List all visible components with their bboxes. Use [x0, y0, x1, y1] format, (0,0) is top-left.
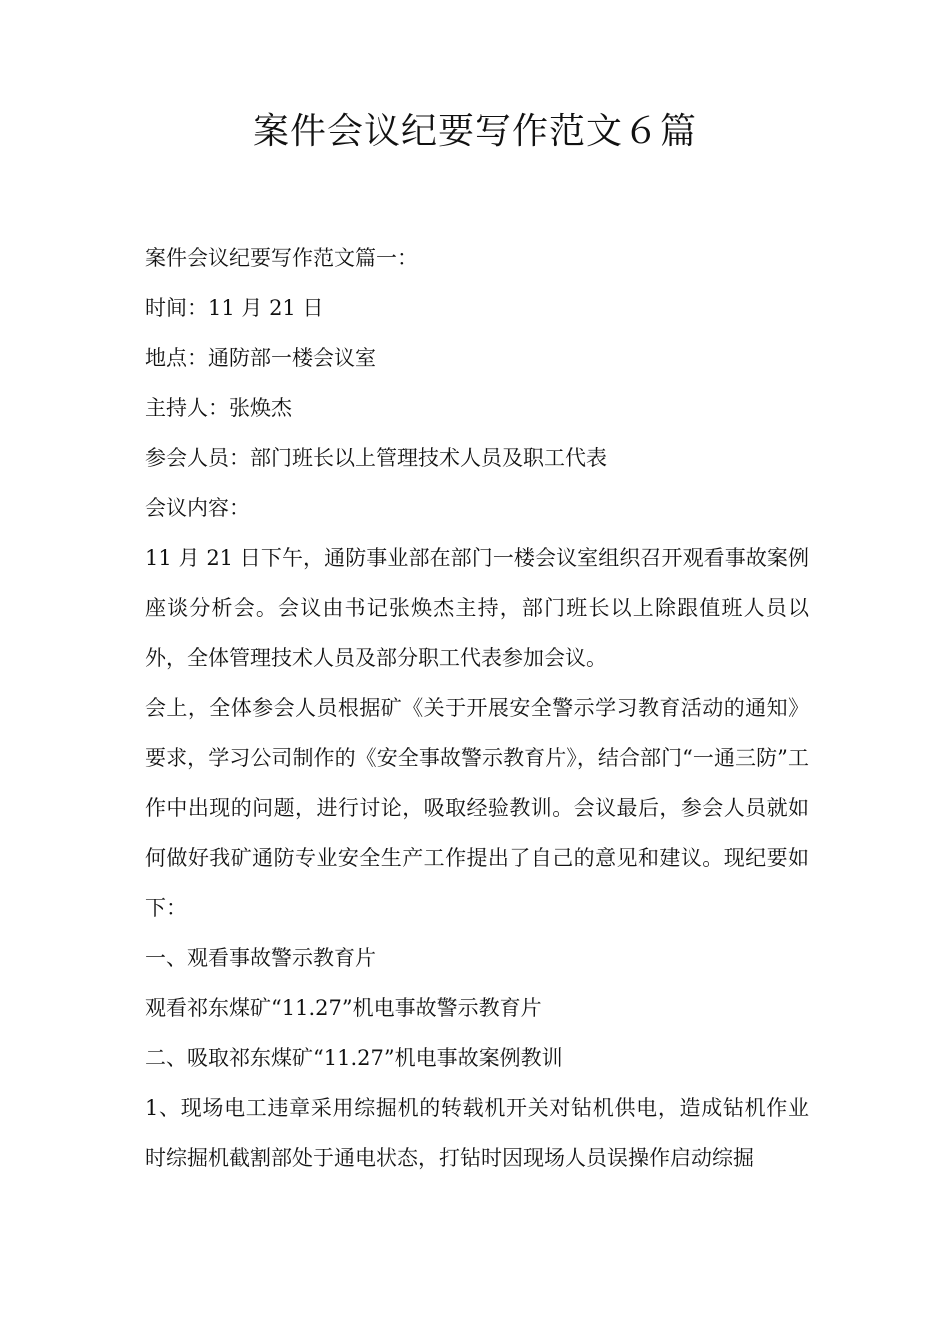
- meeting-time: 时间：11 月 21 日: [145, 296, 324, 320]
- meeting-attendees: 参会人员：部门班长以上管理技术人员及职工代表: [145, 446, 607, 470]
- item-2-point-1: 1、现场电工违章采用综掘机的转载机开关对钻机供电，造成钻机作业时综掘机截割部处于通电状态，打钻时因现场人员误操作启动综掘: [145, 1096, 809, 1170]
- meeting-host: 主持人：张焕杰: [145, 396, 292, 420]
- item-2-heading: 二、吸取祁东煤矿“11.27”机电事故案例教训: [145, 1046, 563, 1070]
- section-heading: 案件会议纪要写作范文篇一：: [145, 246, 418, 270]
- paragraph-summary: 11 月 21 日下午，通防事业部在部门一楼会议室组织召开观看事故案例座谈分析会。会议由书记张焕杰主持，部门班长以上除跟值班人员以外，全体管理技术人员及部分职工代表参加会议。: [145, 546, 809, 670]
- paragraph-discussion: 会上，全体参会人员根据矿《关于开展安全警示学习教育活动的通知》要求，学习公司制作的《安全事故警示教育片》，结合部门“一通三防”工作中出现的问题，进行讨论，吸取经验教训。会议最后，参会人员就如何做好我矿通防专业安全生产工作提出了自己的意见和建议。现纪要如下：: [145, 696, 809, 920]
- meeting-location: 地点：通防部一楼会议室: [145, 346, 376, 370]
- document-body: [145, 233, 809, 1183]
- item-1-heading: 一、观看事故警示教育片: [145, 946, 376, 970]
- item-1-text: 观看祁东煤矿“11.27”机电事故警示教育片: [145, 996, 542, 1020]
- document-title: 案件会议纪要写作范文６篇: [252, 111, 697, 152]
- meeting-content-label: 会议内容：: [145, 496, 250, 520]
